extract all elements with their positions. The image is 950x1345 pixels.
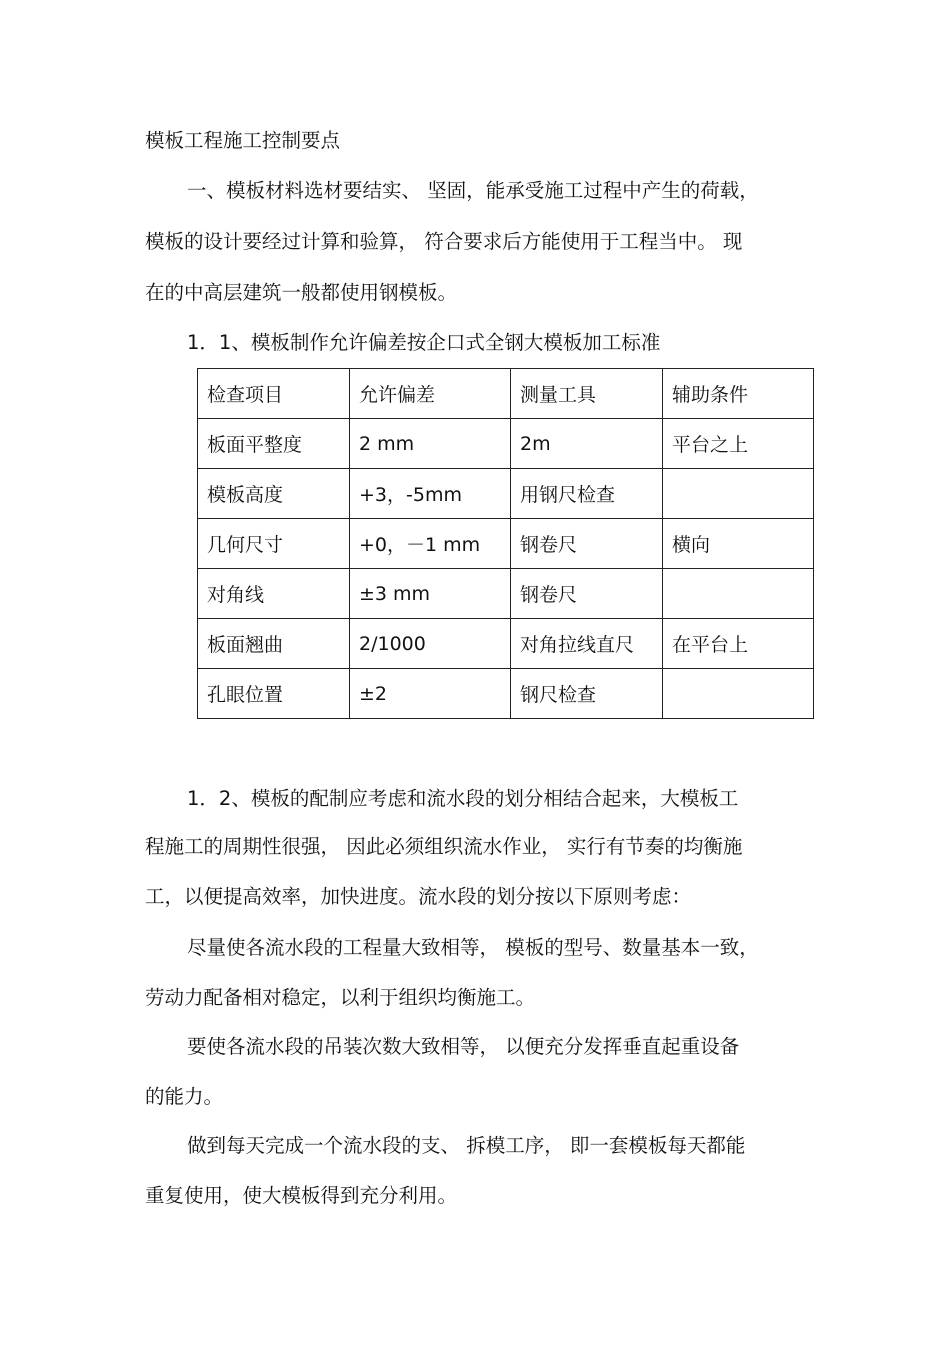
table-cell: 板面平整度	[198, 419, 350, 469]
subsection-1-1-heading: 1．1、模板制作允许偏差按企口式全钢大模板加工标准	[187, 331, 661, 354]
table-row	[198, 669, 814, 719]
section-1-line-3: 在的中高层建筑一般都使用钢模板。	[145, 281, 458, 304]
table-cell: 钢尺检查	[511, 669, 663, 719]
table-header-cell: 允许偏差	[350, 369, 511, 419]
table-cell: 板面翘曲	[198, 619, 350, 669]
subsection-1-2-line-1: 1．2、模板的配制应考虑和流水段的划分相结合起来，大模板工	[187, 787, 739, 810]
table-cell: 钢卷尺	[511, 569, 663, 619]
section-1-line-1: 一、模板材料选材要结实、 坚固，能承受施工过程中产生的荷载，	[187, 179, 759, 202]
principle-1-line-1: 尽量使各流水段的工程量大致相等， 模板的型号、数量基本一致，	[187, 936, 759, 959]
table-header-cell: 检查项目	[198, 369, 350, 419]
table-row	[198, 619, 814, 669]
table-cell: +3，-5mm	[350, 469, 511, 519]
table-cell: 平台之上	[663, 419, 814, 469]
subsection-1-2-line-2: 程施工的周期性很强， 因此必须组织流水作业， 实行有节奏的均衡施	[145, 835, 743, 858]
table-cell: 用钢尺检查	[511, 469, 663, 519]
table-cell	[663, 669, 814, 719]
table-cell: ±3 mm	[350, 569, 511, 619]
tolerance-table	[197, 368, 814, 719]
table-cell	[663, 569, 814, 619]
table-cell: 在平台上	[663, 619, 814, 669]
principle-2-line-2: 的能力。	[145, 1085, 224, 1108]
table-row	[198, 569, 814, 619]
table-row	[198, 469, 814, 519]
table-row	[198, 519, 814, 569]
table-cell: 2 mm	[350, 419, 511, 469]
subsection-1-2-line-3: 工，以便提高效率，加快进度。流水段的划分按以下原则考虑：	[145, 885, 692, 908]
table-cell	[663, 469, 814, 519]
table-cell: 钢卷尺	[511, 519, 663, 569]
table-cell: 2m	[511, 419, 663, 469]
table-cell: ±2	[350, 669, 511, 719]
document-title: 模板工程施工控制要点	[145, 129, 341, 152]
table-cell: +0，－1 mm	[350, 519, 511, 569]
table-cell: 对角拉线直尺	[511, 619, 663, 669]
table-cell: 模板高度	[198, 469, 350, 519]
section-1-line-2: 模板的设计要经过计算和验算， 符合要求后方能使用于工程当中。 现	[145, 230, 743, 253]
principle-3-line-2: 重复使用，使大模板得到充分利用。	[145, 1184, 458, 1207]
table-cell: 几何尺寸	[198, 519, 350, 569]
table-header-cell: 测量工具	[511, 369, 663, 419]
table-header-row	[198, 369, 814, 419]
principle-3-line-1: 做到每天完成一个流水段的支、 拆模工序， 即一套模板每天都能	[187, 1134, 746, 1157]
table-cell: 2/1000	[350, 619, 511, 669]
table-header-cell: 辅助条件	[663, 369, 814, 419]
table-cell: 孔眼位置	[198, 669, 350, 719]
principle-1-line-2: 劳动力配备相对稳定，以利于组织均衡施工。	[145, 986, 536, 1009]
table-cell: 横向	[663, 519, 814, 569]
table-row	[198, 419, 814, 469]
table-cell: 对角线	[198, 569, 350, 619]
principle-2-line-1: 要使各流水段的吊装次数大致相等， 以便充分发挥垂直起重设备	[187, 1035, 740, 1058]
